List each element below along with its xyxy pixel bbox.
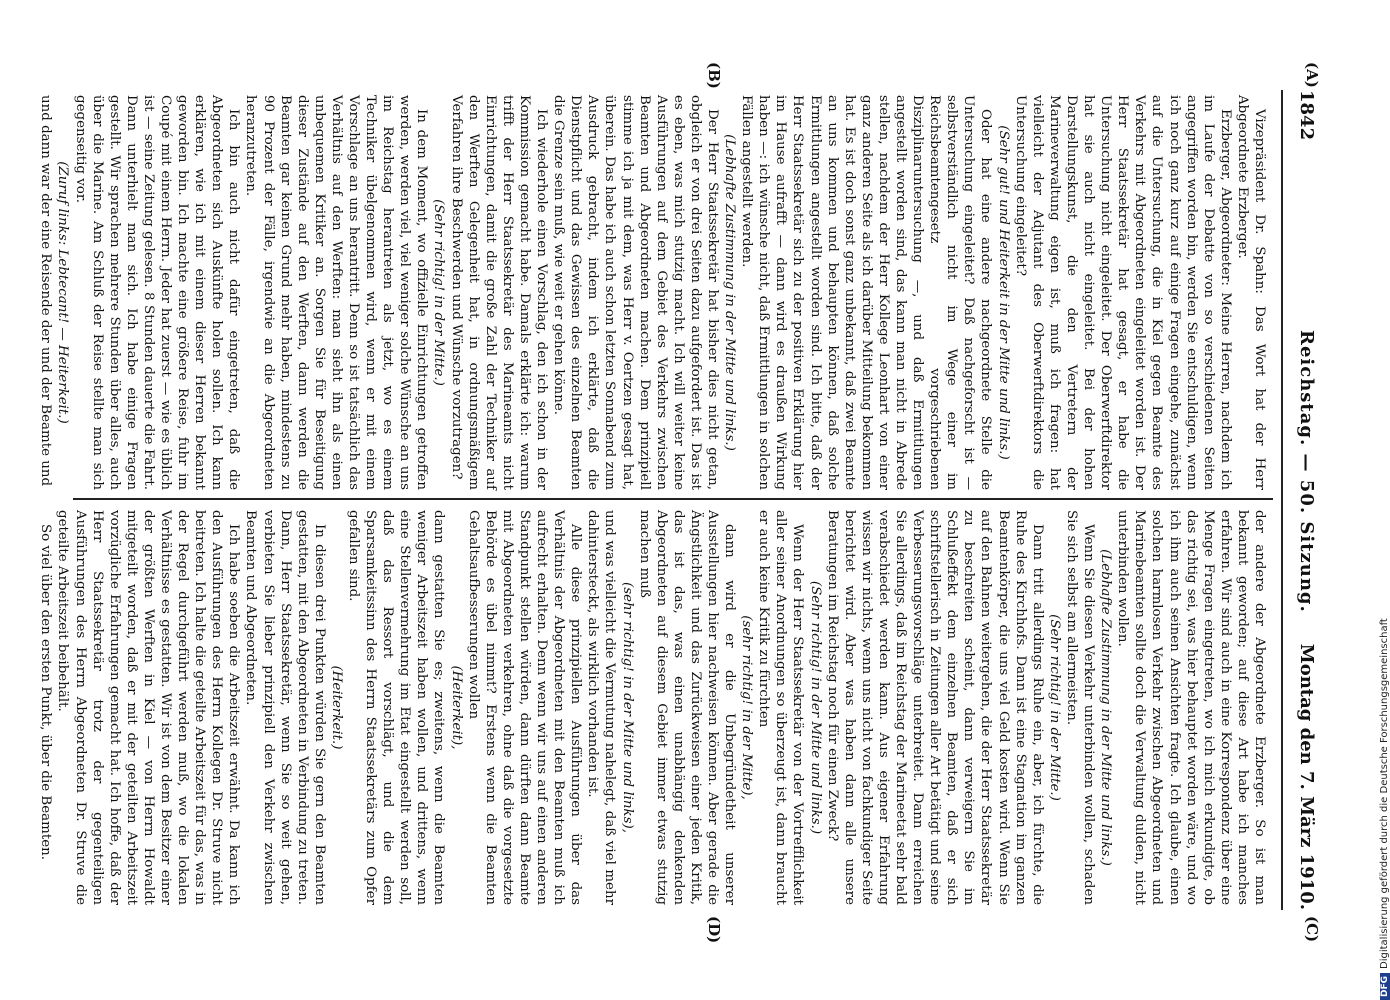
right-column — [37, 510, 1268, 905]
speech-paragraph: So viel über den ersten Punkt, über die Beamten. — [38, 524, 54, 861]
speech-paragraph: Ich bin auch nicht dafür eingetreten, daß die Abgeordneten sich Auskünfte holen sollen. Ich kann erklären, wie ich mit einem dieser Herren bekannt geworden bin. Ich machte eine größere Reise, fuhr im Coupé mit einem Herrn. Jeder hat zuerst — wie es üblich ist — seine Zeitung gelesen. 8 Stunden dauerte die Fahrt. Dann unterhielt man sich. Ich habe einige Fragen gestellt. Wir sprachen mehrere Stunden über alles, auch über die Marine. Am Schluß der Reise stellte man sich gegenseitig vor. — [72, 95, 242, 490]
page-header — [1283, 90, 1323, 910]
margin-mark-c: (C) — [1303, 916, 1321, 943]
speech-paragraph: und dann war der eine Reisende der und der Beamte und — [38, 95, 54, 487]
speech-paragraph: Wenn der Herr Staatssekretär von der Vortrefflichkeit aller seiner Anordnungen so überzeugt ist, dann braucht er auch keine Kritik zu fürchten — [756, 510, 806, 905]
header-rule — [1281, 90, 1283, 910]
speech-paragraph: Dann tritt allerdings Ruhe ein, aber, ich fürchte, die Ruhe des Kirchhofs. Dann ist eine Stagnation im ganzen Beamtenkörper, die uns viel Geld kosten wird. Wenn Sie auf den Bahnen weitergehen, die der Herr Staatssekretär zu beschreiten scheint, dann verweigern Sie im Schlußeffekt dem einzelnen Beamten, daß er sich schriftstellerisch in Zeitungen aller Art betätigt und seine Verbesserungsvorschläge unterbreitet. Dann erreichen Sie allerdings, daß im Reichstag der Marineetat sehr bald verabschiedet werden kann. Aus eigener Erfahrung wissen wir nichts, wenn uns nicht von fachkundiger Seite berichtet wird. Aber was haben dann alle unsere Beratungen im Reichstag noch für einen Zweck? — [824, 510, 1045, 905]
dfg-logo: DFG — [1380, 973, 1390, 1000]
left-column — [37, 95, 1268, 490]
speech-paragraph: Vizepräsident Dr. Spahn: Das Wort hat der Herr Abgeordnete Erzberger. — [1234, 95, 1267, 490]
margin-mark-b: (B) — [705, 62, 723, 89]
speech-paragraph: dann wird er die Unbegründetheit unserer Ausstellungen hier nachweisen können. Aber gerade die Ängstlichkeit und das Zurückweisen einer jeden Kritik, das ist das, was einen unabhängig denkenden Abgeordneten auf diesem Gebiet immer etwas stutzig machen muß — [636, 510, 738, 905]
interjection: (Lebhafte Zustimmung in der Mitte und links.) — [1098, 549, 1114, 866]
interjection: (Lebhafte Zustimmung in der Mitte und links.) — [722, 134, 738, 451]
session-title: Reichstag. — 50. Sitzung. — [1296, 330, 1317, 613]
interjection: (Heiterkeit.) — [328, 665, 344, 750]
interjection: (sehr richtig! in der Mitte), — [739, 615, 755, 800]
interjection: (Sehr gut! und Heiterkeit in der Mitte und links.) — [995, 125, 1011, 460]
interjection: (Sehr richtig! in der Mitte.) — [431, 199, 447, 386]
speech-paragraph: dann gestatten Sie es; zweitens, wenn die Beamten weniger Arbeitszeit haben wollen, und drittens, wenn eine Stellenvermehrung im Etat eingestellt werden soll, daß das Ressort vorschlägt, und die dem Sparsamkeitssinn des Herrn Staatssekretärs zum Opfer gefallen sind. — [346, 510, 447, 905]
speech-paragraph: Der Herr Staatssekretär hat bisher dies nicht getan, obgleich er von drei Seiten dazu aufgefordert ist. Das ist es eben, was mich stutzig macht. Ich will weiter keine Ausführungen auf dem Gebiet des Verkehrs zwischen Beamten und Abgeordneten machen. Dem prinzipiell stimme ich ja mit dem, was Herr v. Oertzen gesagt hat, überein. Das habe ich auch schon letzten Sonnabend zum Ausdruck gebracht, indem ich erklärte, daß die Dienstpflicht und das Gewissen des einzelnen Beamten die Grenze sein muß, wie weit er gehen könne. — [551, 95, 720, 490]
page-number: 1842 — [1296, 90, 1317, 141]
session-date: Montag den 7. März 1910. — [1296, 643, 1317, 910]
funding-text: Digitalisierung gefördert durch die Deutsche Forschungsgemeinschaft — [1379, 618, 1390, 969]
speech-paragraph: Alle diese prinzipiellen Ausführungen über das Verhältnis der Abgeordneten mit den Beamten muß ich aufrecht erhalten. Denn wenn wir uns auf einen anderen Standpunkt stellen würden, dann dürften dann Beamte mit Abgeordneten verkehren, ohne daß die vorgesetzte Behörde es übel nimmt? Erstens wenn die Beamten Gehaltsaufbesserungen wollen — [465, 510, 584, 905]
speech-paragraph: Erzberger, Abgeordneter: Meine Herren, nachdem ich im Laufe der Debatte von so verschiedenen Seiten angegriffen worden bin, werden Sie entschuldigen, wenn ich noch ganz kurz auf einige Fragen eingehe, zunächst auf die Untersuchung, die in Kiel gegen Beamte des Verkehrs mit Abgeordneten eingeleitet worden ist. Der Herr Staatssekretär hat gesagt, er habe die Untersuchung nicht eingeleitet. Der Oberwerftdirektor hat sie auch nicht eingeleitet. Bei der hohen Darstellungskunst, die den Vertretern der Marineverwaltung eigen ist, muß ich fragen: hat vielleicht der Adjutant des Oberwerftdirektors die Untersuchung eingeleitet? — [1012, 95, 1233, 490]
funding-note — [1379, 618, 1390, 1000]
interjection: (Sehr richtig! in der Mitte und links.) — [807, 580, 823, 835]
interjection: (Sehr richtig! in der Mitte.) — [1046, 614, 1062, 801]
interjection: (sehr richtig! in der Mitte und links), — [619, 582, 635, 833]
speech-paragraph: Wenn Sie diesen Verkehr unterbinden wollen, schaden Sie sich selbst am allermeisten. — [1063, 510, 1097, 905]
interjection: (Heiterkeit), — [448, 665, 464, 750]
speech-paragraph: Ich wiederhole einen Vorschlag, den ich schon in der Kommission gemacht habe. Damals erklärte ich: warum trifft der Herr Staatssekretär des Marineamts nicht Einrichtungen, damit die große Zahl der Techniker auf den Werften Gelegenheit hat, in ordnungsmäßigem Verfahren ihre Beschwerden und Wünsche vorzutragen? — [448, 95, 550, 490]
interjection: (Zuruf links: Lebtecant! — Heiterkeit.) — [55, 161, 71, 424]
speech-paragraph: Oder hat eine andere nachgeordnete Stelle die Untersuchung eingeleitet? Daß nachgeforscht ist — selbstverständlich nicht im Wege einer im Reichsbeamtengesetz vorgeschriebenen Disziplinaruntersuchung —, und daß Ermittlungen angestellt worden sind, das kann man nicht in Abrede stellen, nachdem der Herr Kollege Leonhart von einer ganz anderen Seite als ich darüber Mitteilung bekommen hat. Es ist doch sonst ganz unbekannt, daß zwei Beamte an uns kommen und behaupten können, daß solche Ermittlungen angestellt worden sind. Ich bitte, daß der Herr Staatssekretär sich zu der positiven Erklärung hier im Hause aufrafft — dann wird es draußen Wirkung haben —: ich wünsche nicht, daß Ermittlungen in solchen Fällen angestellt werden. — [739, 95, 994, 490]
speech-paragraph: Ich habe soeben die Arbeitszeit erwähnt. Da kann ich den Ausführungen des Herrn Kollegen Dr. Struve nicht beitreten. Ich halte die geteilte Arbeitszeit für das, was in der Regel durchgeführt werden muß, wo die lokalen Verhältnisse es gestatten. Wir ist von dem Besitzer einer der größten Werften in Kiel — von Herrn Howaldt mitgeteilt worden, daß er mit der geteilten Arbeitszeit vorzügliche Erfahrungen gemacht hat. Ich hoffe, daß der Herr Staatssekretär trotz der gegenteiligen Ausführungen des Herrn Abgeordneten Dr. Struve die geteilte Arbeitszeit beibehält. — [55, 510, 242, 905]
speech-paragraph: In dem Moment, wo offizielle Einrichtungen getroffen werden, werden viel, viel weniger solche Wünsche an uns im Reichstag herantreten als jetzt, wo es einem Techniker übelgenommen wird, wenn er mit einem Vorschlage an uns herantritt. Denn so ist tatsächlich das Verhältnis auf den Werften: man sieht ihn als einen unbequemen Kritiker an. Sorgen Sie für Beseitigung dieser Zustände auf den Werften, dann werden die Beamten gar keinen Grund mehr haben, mindestens zu 90 Prozent der Fälle, irgendwie an die Abgeordneten heranzutreten. — [243, 95, 430, 490]
speech-paragraph: In diesen drei Punkten würden Sie gern den Beamten gestatten, mit den Abgeordneten in Verbindung zu treten. Dann, Herr Staatssekretär, wenn Sie so weit gehen, verbieten Sie lieber prinzipiell den Verkehr zwischen Beamten und Abgeordneten. — [243, 510, 327, 905]
margin-mark-d: (D) — [705, 916, 723, 944]
column-separator — [73, 498, 1273, 500]
margin-mark-a: (A) — [1303, 62, 1321, 88]
speech-paragraph: und was vielleicht die Vermutung nahelegt, daß viel mehr dahintersteckt, als wirklich vorhanden ist. — [585, 510, 618, 905]
speech-paragraph: der andere der Abgeordnete Erzberger. So ist man bekannt geworden; auf diese Art habe ich manches erfahren. Wir sind auch in eine Korrespondenz über eine Menge Fragen eingetreten, wo ich mich erkundigte, ob das richtig sei, was hier behauptet worden wäre, und wo ich ihm auch seinen Ansichten fragte. Ich glaube, einen solchen harmlosen Verkehr zwischen Abgeordneten und Marinebeamten sollte doch die Verwaltung dulden, nicht unterbinden wollen. — [1115, 510, 1267, 905]
